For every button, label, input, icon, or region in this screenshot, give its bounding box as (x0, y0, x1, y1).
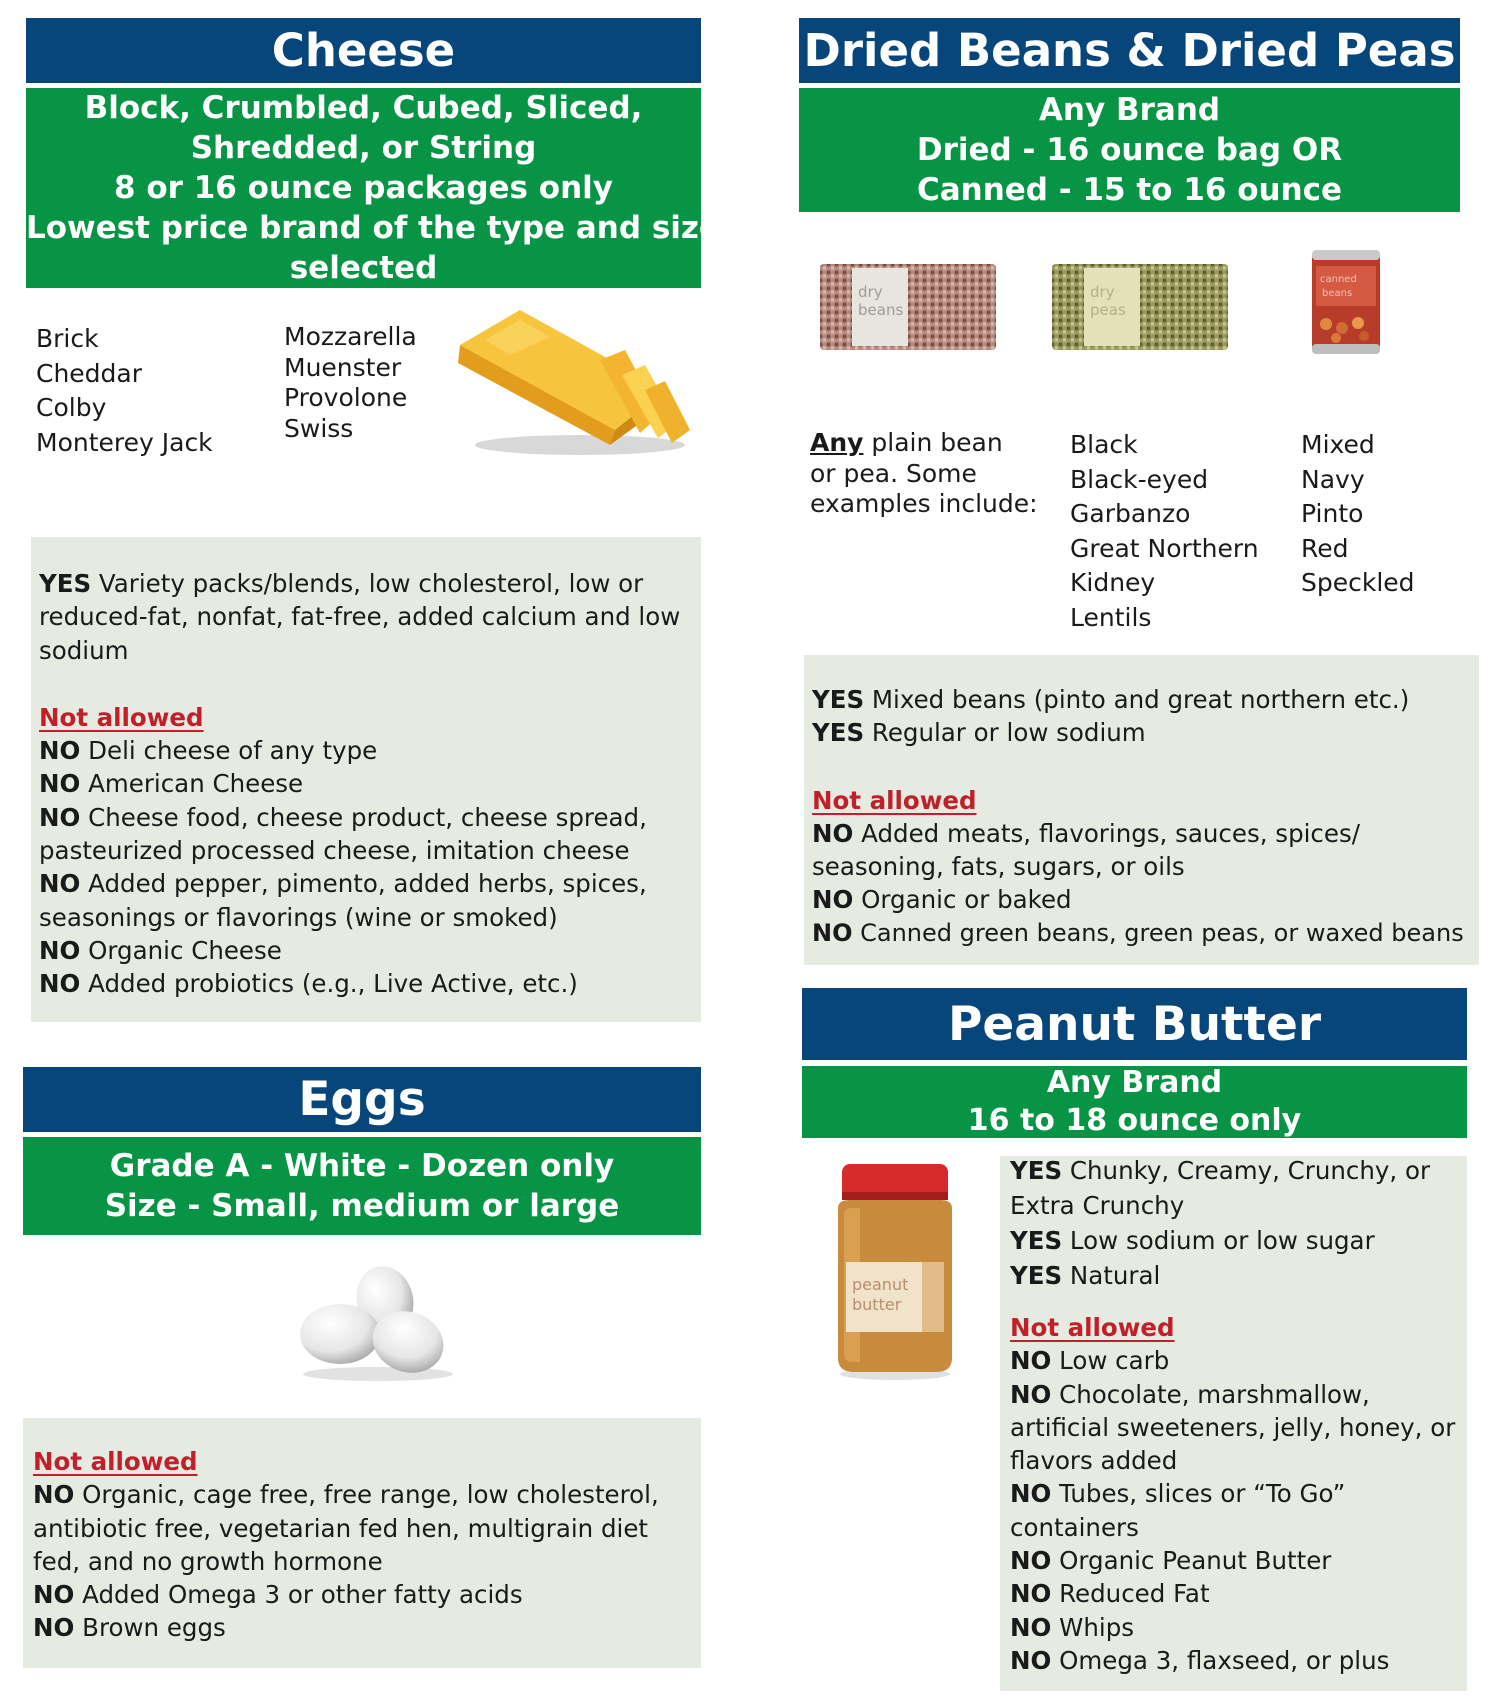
svg-text:dry: dry (858, 283, 883, 301)
rule-text: Added pepper, pimento, added herbs, spices, seasonings or flavorings (wine or smoked) (39, 869, 647, 932)
rule-text: Cheese food, cheese product, cheese spread, pasteurized processed cheese, imitation cheese (39, 802, 647, 866)
beans-intro-line: examples include: (810, 489, 1038, 518)
yes-keyword: YES (1010, 1226, 1063, 1255)
svg-text:butter: butter (852, 1295, 902, 1314)
cheese-type: Brick (36, 324, 99, 353)
rule-text: Mixed beans (pinto and great northern etc.) (864, 685, 1410, 714)
rule-text: Organic, cage free, free range, low cholesterol, antibiotic free, vegetarian fed hen, multigrain diet fed, and no growth hormone (33, 1480, 659, 1576)
eggs-icon (290, 1262, 465, 1382)
cheese-type: Colby (36, 393, 107, 422)
yes-keyword: YES (812, 718, 865, 748)
yes-keyword: YES (1010, 1156, 1063, 1185)
beans-subtitle-line: Dried - 16 ounce bag OR (916, 132, 1343, 168)
cheese-yes-rule (39, 567, 689, 667)
no-keyword: NO (33, 1580, 75, 1610)
no-keyword: NO (1010, 1612, 1052, 1642)
cheese-no-rule (39, 767, 689, 800)
peanut-butter-jar-icon (830, 1162, 960, 1382)
rule-text: Low carb (1051, 1346, 1170, 1376)
beans-subtitle-line: Canned - 15 to 16 ounce (916, 172, 1343, 208)
peanut-butter-title: Peanut Butter (802, 988, 1467, 1060)
cheese-title: Cheese (26, 18, 701, 83)
cheese-no-rule (39, 801, 689, 868)
no-keyword: NO (1010, 1379, 1052, 1409)
rule-text: Chocolate, marshmallow, artificial sweeteners, jelly, honey, or flavors added (1010, 1379, 1456, 1476)
no-keyword: NO (1010, 1579, 1052, 1609)
cheese-type: Muenster (284, 352, 402, 382)
beans-types-col2 (1301, 428, 1415, 601)
rule-text: Canned green beans, green peas, or waxed beans (852, 918, 1464, 947)
no-keyword: NO (39, 736, 81, 766)
cheese-subtitle-line: 8 or 16 ounce packages only (114, 170, 613, 206)
cheese-subtitle-line: Shredded, or String (190, 130, 537, 166)
beans-no-rule (812, 883, 1474, 916)
peanut-butter-subtitle-line: Any Brand (1046, 1065, 1223, 1100)
rule-text: Natural (1062, 1261, 1161, 1290)
beans-not-allowed-heading: Not allowed (812, 785, 977, 815)
cheese-no-rule (39, 867, 689, 934)
bean-type: Garbanzo (1070, 499, 1191, 528)
no-keyword: NO (39, 869, 81, 899)
no-keyword: NO (1010, 1479, 1052, 1509)
svg-text:peanut: peanut (852, 1275, 909, 1294)
peanut-butter-subtitle (802, 1066, 1467, 1138)
cheese-types-col2 (284, 322, 417, 444)
beans-intro-emphasis: Any (810, 428, 864, 457)
peanut-butter-no-rule (1001, 1477, 1463, 1544)
peanut-butter-no-rule (1001, 1644, 1463, 1677)
cheese-type: Provolone (284, 383, 408, 412)
bean-type: Black-eyed (1070, 464, 1209, 494)
beans-subtitle (799, 88, 1460, 212)
canned-beans-icon (1308, 248, 1384, 358)
svg-text:beans: beans (858, 301, 904, 319)
eggs-subtitle (23, 1137, 701, 1235)
no-keyword: NO (812, 918, 853, 947)
no-keyword: NO (812, 885, 854, 915)
cheese-not-allowed-heading: Not allowed (39, 702, 204, 732)
yes-keyword: YES (812, 685, 865, 714)
no-keyword: NO (39, 769, 81, 799)
bean-type: Kidney (1070, 568, 1156, 597)
no-keyword: NO (1010, 1346, 1052, 1376)
cheese-type: Cheddar (36, 358, 143, 388)
peanut-butter-no-rule (1001, 1611, 1463, 1644)
beans-yes-rule (812, 683, 1474, 716)
svg-text:canned: canned (1320, 274, 1357, 285)
no-keyword: NO (39, 802, 81, 832)
beans-types-col1 (1070, 428, 1259, 635)
peanut-butter-no-rule (1001, 1378, 1463, 1478)
no-keyword: NO (33, 1613, 75, 1643)
rule-text: American Cheese (80, 769, 304, 799)
svg-text:beans: beans (1322, 288, 1353, 299)
peanut-butter-no-rule (1001, 1577, 1463, 1610)
bean-type: Red (1301, 533, 1349, 563)
no-keyword: NO (39, 969, 81, 999)
cheese-type: Mozzarella (284, 322, 417, 351)
beans-yes-rule (812, 716, 1474, 749)
beans-rules (812, 683, 1474, 950)
peanut-butter-rules (1001, 1153, 1463, 1677)
bean-type: Black (1070, 430, 1138, 459)
svg-text:peas: peas (1090, 301, 1126, 319)
dry-beans-bag-icon (818, 262, 998, 354)
cheese-no-rule (39, 967, 689, 1000)
eggs-title: Eggs (23, 1067, 701, 1132)
rule-text: Deli cheese of any type (80, 736, 378, 766)
eggs-not-allowed-heading: Not allowed (33, 1447, 198, 1476)
cheese-rules (39, 567, 689, 1001)
rule-text: Organic Cheese (80, 935, 282, 965)
cheese-type: Swiss (284, 413, 354, 443)
eggs-no-rule (33, 1478, 693, 1578)
eggs-no-rule (33, 1611, 693, 1644)
rule-text: Organic Peanut Butter (1051, 1546, 1332, 1576)
cheese-subtitle-line: Block, Crumbled, Cubed, Sliced, (84, 90, 643, 126)
beans-intro-line: Any plain bean (810, 428, 1003, 457)
rule-text: Low sodium or low sugar (1062, 1226, 1375, 1255)
cheese-no-rule (39, 734, 689, 767)
peanut-butter-yes-rule (1001, 1258, 1463, 1293)
peanut-butter-not-allowed-heading: Not allowed (1010, 1313, 1175, 1342)
beans-intro (810, 428, 1038, 520)
peanut-butter-no-rule (1001, 1344, 1463, 1377)
cheese-subtitle-line: Lowest price brand of the type and size (26, 210, 720, 246)
rule-text: Variety packs/blends, low cholesterol, low or reduced-fat, nonfat, fat-free, added calcium and low sodium (39, 569, 681, 665)
rule-text: Omega 3, flaxseed, or plus (1051, 1645, 1390, 1675)
cheese-subtitle-line: selected (289, 250, 438, 286)
bean-type: Great Northern (1070, 533, 1259, 563)
rule-text: Reduced Fat (1051, 1579, 1210, 1609)
bean-type: Pinto (1301, 499, 1364, 528)
rule-text: Tubes, slices or “To Go” containers (1010, 1479, 1346, 1542)
beans-title: Dried Beans & Dried Peas (799, 18, 1460, 83)
rule-text: Chunky, Creamy, Crunchy, or Extra Crunchy (1010, 1156, 1431, 1220)
bean-type: Lentils (1070, 602, 1152, 632)
svg-text:dry: dry (1090, 283, 1115, 301)
beans-no-rule (812, 917, 1474, 950)
cheese-block-icon (450, 305, 695, 460)
eggs-rules (33, 1445, 693, 1645)
peanut-butter-yes-rule (1001, 1223, 1463, 1258)
rule-text: Added probiotics (e.g., Live Active, etc.) (80, 969, 578, 999)
cheese-no-rule (39, 934, 689, 967)
bean-type: Speckled (1301, 568, 1415, 597)
peanut-butter-subtitle-line: 16 to 18 ounce only (967, 1103, 1302, 1138)
peanut-butter-yes-rule (1001, 1153, 1463, 1223)
no-keyword: NO (33, 1480, 75, 1510)
no-keyword: NO (812, 818, 854, 848)
eggs-subtitle-line: Grade A - White - Dozen only (109, 1148, 615, 1184)
cheese-type: Monterey Jack (36, 427, 213, 457)
rule-text: Whips (1051, 1612, 1135, 1642)
rule-text: Brown eggs (74, 1613, 226, 1643)
rule-text: Regular or low sodium (864, 718, 1146, 748)
eggs-no-rule (33, 1578, 693, 1611)
eggs-subtitle-line: Size - Small, medium or large (104, 1188, 620, 1224)
dry-peas-bag-icon (1050, 262, 1230, 354)
beans-intro-line: or pea. Some (810, 458, 977, 488)
rule-text: Added meats, flavorings, sauces, spices/ seasoning, fats, sugars, or oils (812, 818, 1360, 882)
rule-text: Organic or baked (853, 885, 1072, 915)
yes-keyword: YES (39, 569, 92, 598)
no-keyword: NO (39, 935, 81, 965)
no-keyword: NO (1010, 1546, 1052, 1576)
bean-type: Mixed (1301, 430, 1375, 459)
yes-keyword: YES (1010, 1261, 1063, 1290)
rule-text: Added Omega 3 or other fatty acids (74, 1580, 523, 1610)
bean-type: Navy (1301, 464, 1365, 494)
no-keyword: NO (1010, 1645, 1052, 1675)
cheese-subtitle (26, 88, 720, 288)
peanut-butter-no-rule (1001, 1544, 1463, 1577)
beans-subtitle-line: Any Brand (1038, 92, 1221, 128)
cheese-types-col1 (36, 322, 213, 460)
beans-no-rule (812, 817, 1474, 884)
